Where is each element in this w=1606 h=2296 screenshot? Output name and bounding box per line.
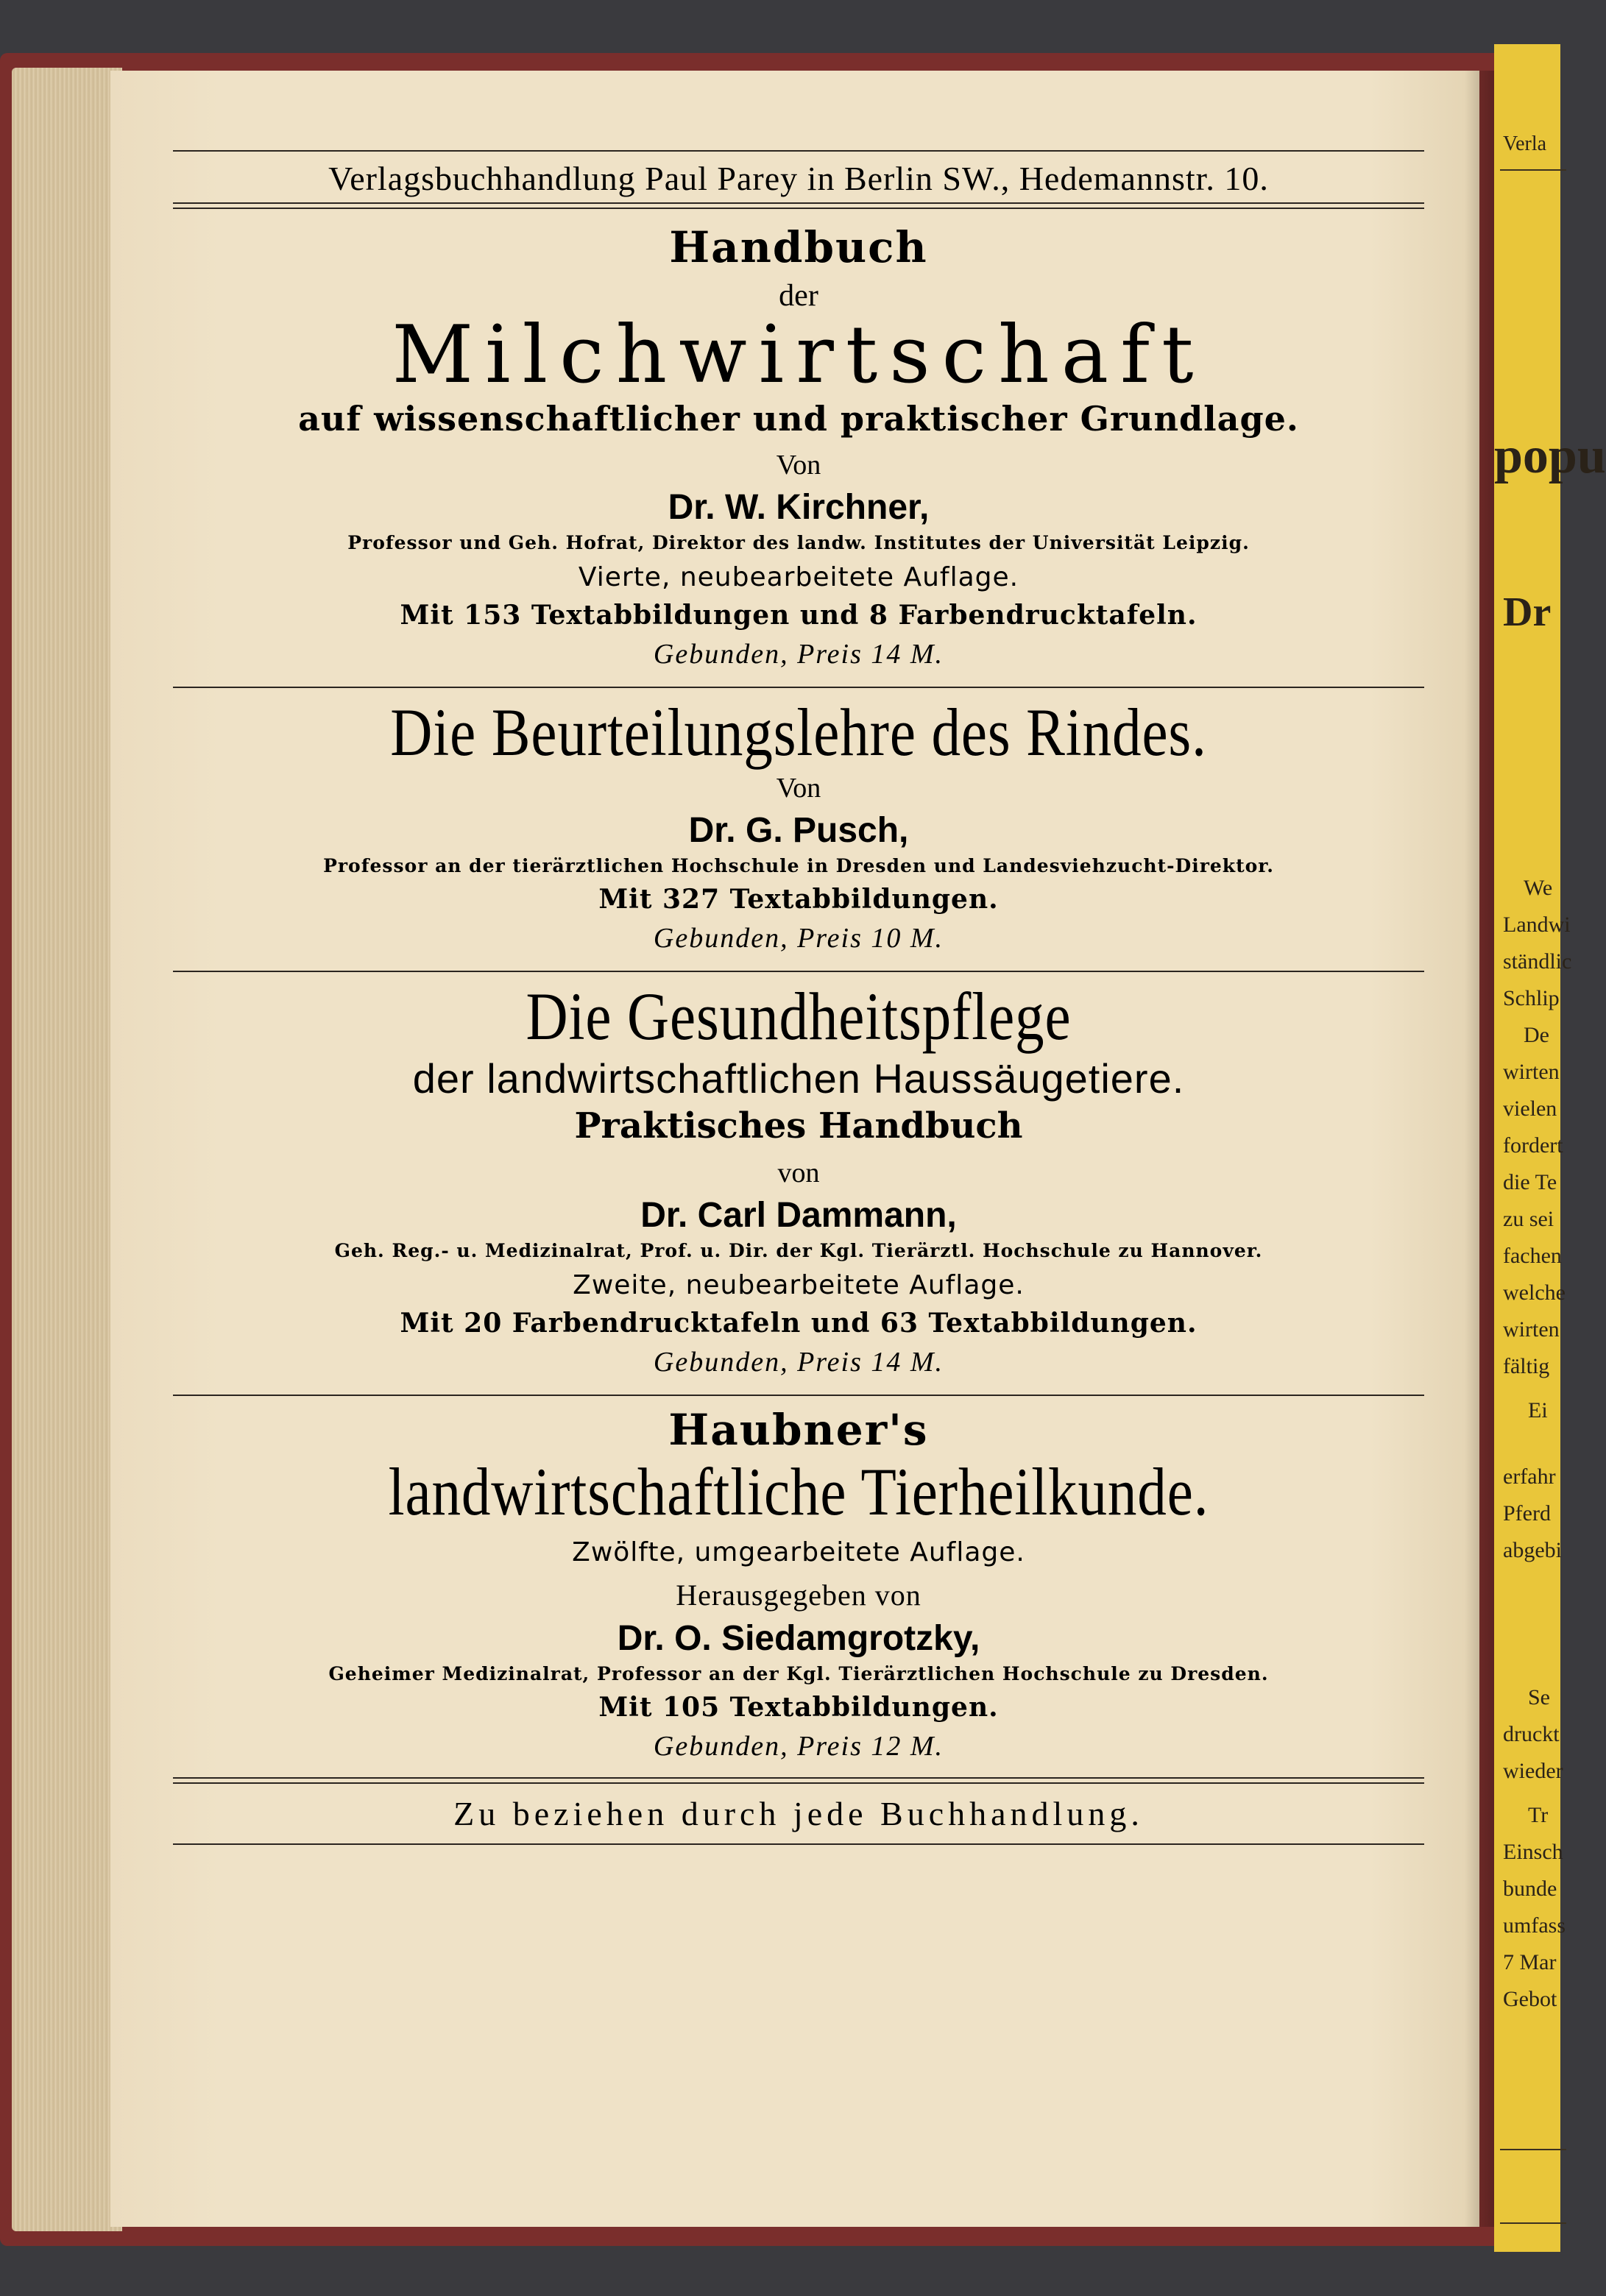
book-illustrations: Mit 105 Textabbildungen.: [598, 1692, 999, 1723]
neighbor-rule: [1500, 169, 1566, 171]
neighbor-fragment: We: [1524, 876, 1553, 900]
section-rule: [173, 1395, 1424, 1396]
book-price: Gebunden, Preis 14 M.: [653, 1347, 944, 1378]
book-by: Von: [776, 773, 821, 804]
book-edition: Zwölfte, umgearbeitete Auflage.: [572, 1537, 1025, 1567]
book-title: Die Beurteilungslehre des Rindes.: [390, 695, 1207, 770]
section-rule: [173, 687, 1424, 688]
neighbor-fragment: Schlip: [1503, 986, 1560, 1010]
footer-double-rule: [173, 1777, 1424, 1784]
neighbor-rule: [1500, 2222, 1566, 2224]
neighbor-page: [1494, 44, 1606, 2252]
neighbor-fragment: Landwi: [1503, 913, 1571, 937]
book-illustrations: Mit 153 Textabbildungen und 8 Farbendrucktafeln.: [400, 600, 1198, 631]
book-title: Milchwirtschaft: [392, 309, 1206, 401]
book-author: Dr. G. Pusch,: [688, 811, 909, 850]
neighbor-fragment: Einsch: [1503, 1840, 1563, 1864]
book-connector: der: [779, 279, 818, 313]
book-price: Gebunden, Preis 14 M.: [653, 639, 944, 670]
book-pretitle: Handbuch: [669, 222, 928, 272]
neighbor-fragment: zu sei: [1503, 1207, 1554, 1231]
book-tierheilkunde: [173, 1405, 1424, 1762]
neighbor-fragment: 7 Mar: [1503, 1950, 1557, 1974]
book-gesundheitspflege: [173, 979, 1424, 1378]
neighbor-fragment: Pferd: [1503, 1501, 1551, 1526]
book-subtitle: der landwirtschaftlichen Haussäugetiere.: [412, 1055, 1185, 1102]
book-price: Gebunden, Preis 12 M.: [653, 1731, 944, 1762]
neighbor-fragment: abgebi: [1503, 1538, 1562, 1562]
neighbor-fragment: Se: [1528, 1685, 1550, 1709]
neighbor-fragment: Ei: [1528, 1398, 1548, 1422]
page-edges: [12, 68, 122, 2231]
section-rule: [173, 971, 1424, 972]
book-author: Dr. Carl Dammann,: [640, 1196, 957, 1235]
bottom-rule: [173, 1843, 1424, 1845]
neighbor-fragment: erfahr: [1503, 1464, 1556, 1489]
neighbor-fragment: wirten: [1503, 1060, 1560, 1084]
publisher-line: Verlagsbuchhandlung Paul Parey in Berlin SW., Hedemannstr. 10.: [328, 160, 1269, 197]
book-affiliation: Geheimer Medizinalrat, Professor an der Kgl. Tierärztlichen Hochschule zu Dresden.: [328, 1663, 1269, 1684]
neighbor-fragment: die Te: [1503, 1170, 1557, 1194]
neighbor-fragment: fordert: [1503, 1133, 1563, 1158]
book-subtitle-2: Praktisches Handbuch: [574, 1105, 1023, 1147]
book-illustrations: Mit 20 Farbendrucktafeln und 63 Textabbildungen.: [400, 1308, 1198, 1339]
neighbor-fragment: bunde: [1503, 1877, 1557, 1901]
book-edition: Zweite, neubearbeitete Auflage.: [573, 1270, 1025, 1300]
neighbor-fragment: fachen: [1503, 1244, 1562, 1268]
footer-note: Zu beziehen durch jede Buchhandlung.: [453, 1795, 1144, 1832]
advertisement-page: [173, 74, 1424, 1845]
neighbor-fragment: popu: [1494, 428, 1606, 484]
neighbor-fragment: druckt: [1503, 1722, 1560, 1746]
book-illustrations: Mit 327 Textabbildungen.: [598, 884, 999, 915]
book-title: landwirtschaftliche Tierheilkunde.: [388, 1454, 1209, 1529]
book-price: Gebunden, Preis 10 M.: [653, 923, 944, 954]
book-author: Dr. W. Kirchner,: [668, 488, 930, 527]
neighbor-fragment: ständlic: [1503, 949, 1572, 974]
neighbor-fragment: welche: [1503, 1280, 1566, 1305]
book-affiliation: Geh. Reg.- u. Medizinalrat, Prof. u. Dir. der Kgl. Tierärztl. Hochschule zu Hannover.: [334, 1240, 1263, 1261]
book-by: von: [777, 1158, 820, 1188]
book-pretitle: Haubner's: [668, 1405, 929, 1455]
book-title: Die Gesundheitspflege: [526, 979, 1072, 1054]
book-beurteilungslehre: [173, 695, 1424, 954]
neighbor-fragment: Dr: [1503, 589, 1552, 635]
neighbor-fragment: De: [1524, 1023, 1549, 1047]
book-edition: Vierte, neubearbeitete Auflage.: [578, 562, 1019, 592]
neighbor-fragment: wirten: [1503, 1317, 1560, 1342]
book-affiliation: Professor und Geh. Hofrat, Direktor des landw. Institutes der Universität Leipzig.: [347, 532, 1250, 553]
neighbor-fragment: fältig: [1503, 1354, 1550, 1378]
neighbor-fragment: Gebot: [1503, 1987, 1557, 2011]
neighbor-fragment: wieder: [1503, 1759, 1563, 1783]
book-by: Von: [776, 450, 821, 481]
book-affiliation: Professor an der tierärztlichen Hochschule in Dresden und Landesviehzucht-Direktor.: [323, 855, 1274, 876]
neighbor-fragment: vielen: [1503, 1096, 1557, 1121]
book-subtitle: auf wissenschaftlicher und praktischer Grundlage.: [298, 399, 1299, 439]
gutter-shadow: [1465, 71, 1494, 2227]
neighbor-fragment: Tr: [1528, 1803, 1549, 1827]
header-double-rule: [173, 202, 1424, 209]
book-milchwirtschaft: [173, 222, 1424, 670]
book-author: Dr. O. Siedamgrotzky,: [617, 1619, 980, 1658]
book-by: Herausgegeben von: [676, 1578, 921, 1612]
neighbor-fragment: umfass: [1503, 1913, 1566, 1938]
neighbor-rule: [1500, 2149, 1566, 2150]
neighbor-fragment: Verla: [1503, 132, 1547, 155]
